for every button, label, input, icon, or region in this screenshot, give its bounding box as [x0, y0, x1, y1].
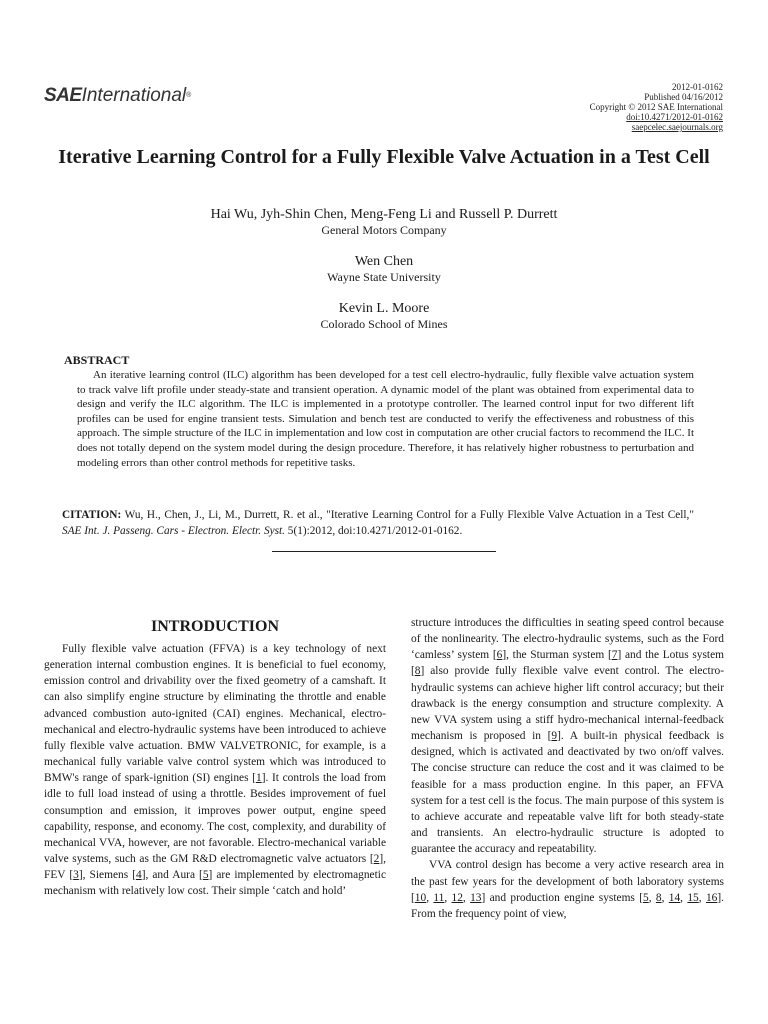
reference-link[interactable]: 7 — [611, 649, 618, 662]
abstract-text: An iterative learning control (ILC) algorithm has been developed for a test cell electro-hydraulic, fully flexible valve actuation system to track valve lift profile under steady-state and transient operation. A dynamic model of the plant was obtained from experimental data to design and verify the ILC algorithm. The ILC is implemented in a prototype controller. The learned control input for two different lift profiles can be used for engine transient tests. Simulation and bench test are conducted to verify the effectiveness and robustness of this approach. The simple structure of the ILC in implementation and low cost in computation are other crucial factors to recommend the ILC. It does not totally depend on the system model during the design procedure. Therefore, it has relatively higher robustness to perturbation and modeling errors than other control methods for repetitive tasks. — [77, 369, 694, 469]
author-names: Wen Chen — [354, 254, 414, 269]
reference-link[interactable]: 15 — [687, 891, 699, 904]
paper-metadata — [590, 82, 723, 132]
reference-link[interactable]: 4 — [135, 869, 142, 882]
reference-link[interactable]: 10 — [414, 891, 427, 904]
organization: Colorado School of Mines — [320, 317, 448, 331]
doi-link[interactable]: doi:10.4271/2012-01-0162 — [626, 112, 723, 122]
reference-link[interactable]: 3 — [73, 869, 79, 882]
paper-title: Iterative Learning Control for a Fully Flexible Valve Actuation in a Test Cell — [58, 146, 710, 168]
citation-journal: SAE Int. J. Passeng. Cars - Electron. Electr. Syst. — [62, 524, 285, 537]
organization: General Motors Company — [321, 223, 447, 237]
reference-link[interactable]: 2 — [373, 853, 380, 866]
reference-link[interactable]: 5 — [643, 891, 649, 904]
citation-label: CITATION: — [62, 509, 122, 521]
reference-link[interactable]: 1 — [255, 772, 262, 785]
reference-link[interactable]: 12 — [451, 891, 463, 904]
logo-brand: SAE — [44, 85, 82, 106]
intro-paragraph: structure introduces the difficulties in seating speed control because of the nonlinearity. The electro-hydraulic systems, such as the Ford ‘camless’ system [6], the Sturman system [7] and the Lotus system [8] also provide fully flexible valve event control. The electro-hydraulic systems can achieve higher lift control accuracy; but their drawback is the energy consumption and structure complexity. A new VVA system using a stiff hydro-mechanical internal-feedback mechanism is proposed in [9]. A built-in physical feedback is designed, which is activated and deactivated by two on/off valves. The concise structure can reduce the cost and it was claimed to be feasible for a mass production engine. In this paper, an FFVA system for a test cell is the focus. The main purpose of this system is to achieve accurate and repeatable valve lift for both steady-state and transients. An electro-hydraulic structure is adopted to guarantee the accuracy and repeatability. — [411, 617, 724, 856]
citation-text: Wu, H., Chen, J., Li, M., Durrett, R. et al., "Iterative Learning Control for a Fully Flexible Valve Actuation in a Test Cell," — [121, 509, 694, 521]
paper-id: 2012-01-0162 — [672, 82, 723, 92]
reference-link[interactable]: 5 — [202, 869, 209, 882]
reference-link[interactable]: 8 — [414, 665, 421, 678]
reference-link[interactable]: 16 — [705, 891, 718, 904]
introduction-heading: INTRODUCTION — [150, 618, 279, 635]
affiliation-2 — [0, 253, 768, 285]
reference-link[interactable]: 14 — [668, 891, 681, 904]
author-names: Hai Wu, Jyh-Shin Chen, Meng-Feng Li and Russell P. Durrett — [210, 207, 558, 222]
sae-international-logo — [44, 86, 191, 106]
reference-link[interactable]: 8 — [655, 891, 662, 904]
abstract-heading: ABSTRACT — [64, 353, 130, 367]
citation — [62, 508, 694, 539]
affiliation-3 — [0, 300, 768, 332]
copyright: Copyright © 2012 SAE International — [589, 102, 723, 112]
introduction-left-column: Fully flexible valve actuation (FFVA) is a key technology of next generation internal combustion engines. It is beneficial to fuel economy, emission control and drivability over the fixed geometry of a camshaft. It can also simplify engine structure by eliminating the throttle and enable advanced combustion auto-ignited (CAI) engines. Mechanical, electro-mechanical and electro-hydraulic systems have been introduced to achieve fully flexible valve actuation. BMW VALVETRONIC, for example, is a mechanical fully variable valve control system which was introduced to BMW's range of spark-ignition (SI) engines [1]. It controls the load from idle to full load instead of using a throttle. Besides improvement of fuel consumption and emission, it improves power output, engine speed capability, response, and economy. The cost, complexity, and durability of mechanical VVA, however, are not favorable. Electro-mechanical variable valve systems, such as the GM R&D electromagnetic valve actuators [2], FEV [3], Siemens [4], and Aura [5] are implemented by electromagnetic mechanism with relatively low cost. Their simple ‘catch and hold’ — [44, 643, 386, 898]
citation-volume: 5(1):2012, doi:10.4271/2012-01-0162. — [284, 524, 463, 537]
reference-link[interactable]: 13 — [470, 891, 482, 904]
section-divider — [272, 551, 496, 552]
published-date: Published 04/16/2012 — [644, 92, 723, 102]
logo-trademark: ® — [186, 92, 192, 99]
reference-link[interactable]: 11 — [433, 891, 445, 904]
logo-text: International — [81, 85, 187, 106]
author-names: Kevin L. Moore — [338, 301, 430, 316]
journal-site-link[interactable]: saepcelec.saejournals.org — [631, 122, 723, 132]
reference-link[interactable]: 9 — [551, 730, 558, 743]
intro-paragraph: VVA control design has become a very active research area in the past few years for the development of both laboratory systems [10, 11, 12, 13] and production engine systems [5, 8, 14, 15, 16]. From the frequency point of view, — [411, 859, 724, 920]
reference-link[interactable]: 6 — [496, 649, 503, 662]
affiliation-1 — [0, 206, 768, 238]
organization: Wayne State University — [327, 270, 441, 284]
introduction-right-column — [411, 615, 724, 1017]
